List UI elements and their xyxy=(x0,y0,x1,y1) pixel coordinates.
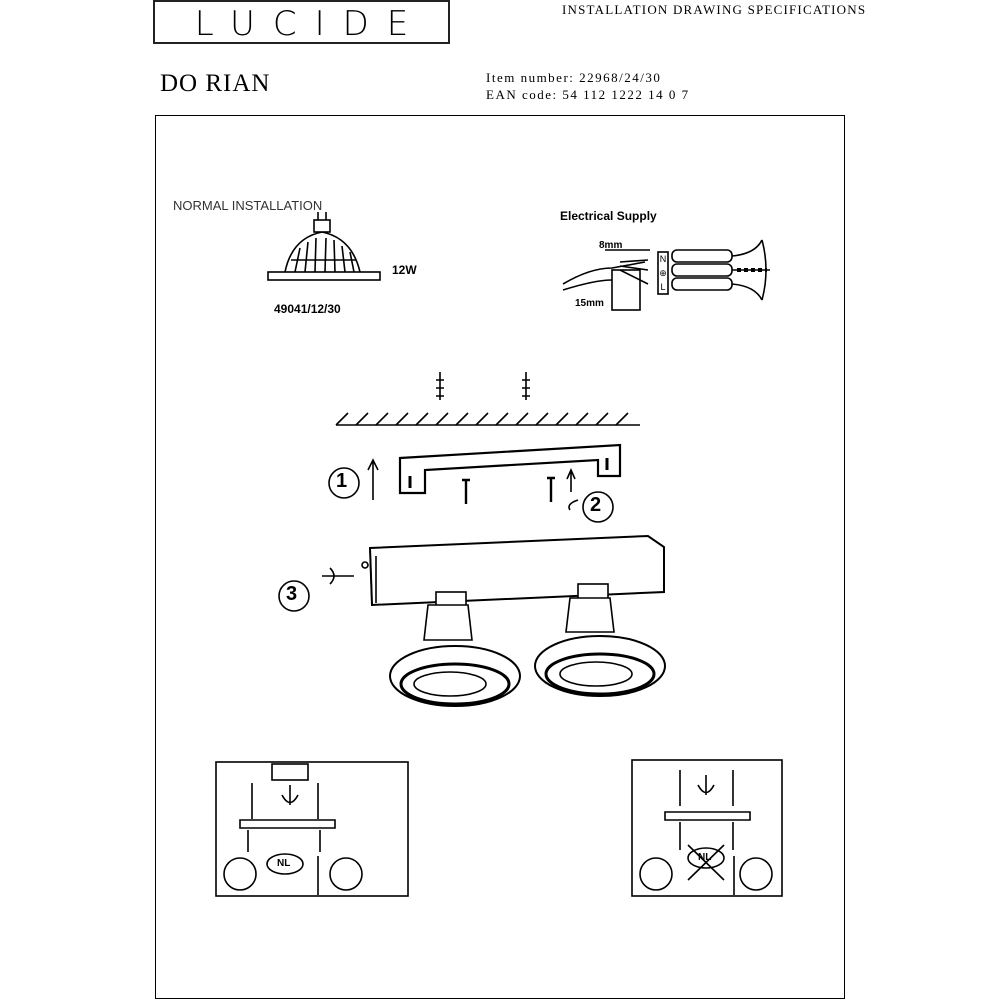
electrical-title: Electrical Supply xyxy=(560,209,657,223)
strip-length: 8mm xyxy=(599,240,623,251)
ean-code: EAN code: 54 112 1222 14 0 7 xyxy=(486,87,690,102)
step3-number: 3 xyxy=(286,583,298,605)
terminal-l: L xyxy=(660,282,666,292)
product-name: DO RIAN xyxy=(160,70,271,97)
brand-name: LUCIDE xyxy=(194,4,427,44)
rotate-arrow xyxy=(569,500,578,510)
variant-left-label: NL xyxy=(277,858,291,869)
variant-right-label: NL xyxy=(698,852,712,863)
document-type: INSTALLATION DRAWING SPECIFICATIONS xyxy=(562,2,867,17)
arrow-up-step2 xyxy=(567,470,575,492)
terminal-n: N xyxy=(659,254,667,264)
terminal-labels xyxy=(658,252,668,294)
bulb-illustration xyxy=(268,212,380,280)
spotlight-left xyxy=(390,592,520,706)
bulb-wattage: 12W xyxy=(392,263,417,277)
variant-box-left xyxy=(216,762,408,896)
item-number: Item number: 22968/24/30 xyxy=(486,70,662,85)
terminal-earth: ⊕ xyxy=(659,268,667,278)
arrow-up-step1 xyxy=(368,460,378,500)
step2-number: 2 xyxy=(590,494,602,516)
variant-box-right xyxy=(632,760,782,896)
side-screw xyxy=(362,562,368,568)
step3-arrow xyxy=(322,568,354,584)
ceiling xyxy=(336,413,640,425)
sheath-length: 15mm xyxy=(575,298,604,309)
spotlight-right xyxy=(535,584,665,696)
mounting-bracket xyxy=(400,445,620,493)
fixture-base xyxy=(370,536,664,605)
screw-left xyxy=(462,480,470,504)
section-label: NORMAL INSTALLATION xyxy=(173,198,323,213)
screw-right xyxy=(547,478,555,502)
bulb-code: 49041/12/30 xyxy=(274,302,341,316)
wall-plugs xyxy=(436,372,530,400)
step1-number: 1 xyxy=(336,470,348,492)
